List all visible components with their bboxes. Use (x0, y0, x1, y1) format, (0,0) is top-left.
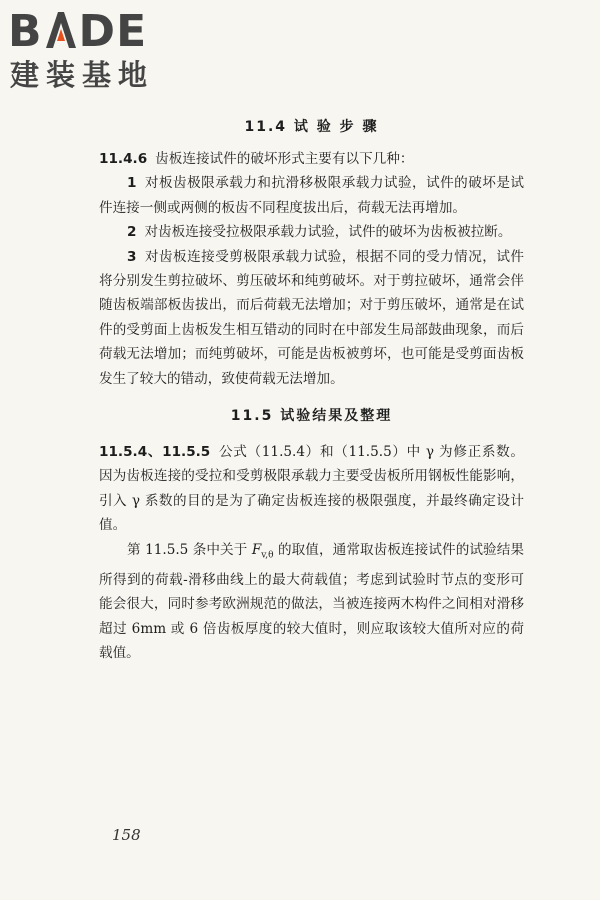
item-text: 对齿板连接受拉极限承载力试验，试件的破坏为齿板被拉断。 (144, 224, 512, 241)
logo-letters-de: DE (78, 6, 148, 57)
clause-intro: 齿板连接试件的破坏形式主要有以下几种： (155, 151, 414, 167)
clause-11-5-4-5 (99, 440, 524, 538)
paragraph-text-start: 第 11.5.5 条中关于 (127, 541, 252, 558)
clause-text: 公式（11.5.4）和（11.5.5）中 γ 为修正系数。因为齿板连接的受拉和受剪极限承载力主要受齿板所用钢板性能影响，引入 γ 系数的目的是为了确定齿板连接的极限强度，并最终确定设计值。 (99, 444, 524, 534)
bade-logo (8, 6, 178, 92)
logo-wordmark (8, 6, 178, 58)
force-subscript: v,θ (261, 550, 274, 561)
clause-11-4-6 (99, 147, 524, 171)
item-number: 2 (127, 224, 137, 241)
list-item (99, 220, 524, 244)
list-item (99, 171, 524, 220)
section-11-5-title: 11.5 试验结果及整理 (230, 408, 393, 425)
section-11-4-title: 11.4 试 验 步 骤 (244, 119, 379, 135)
item-number: 1 (127, 175, 137, 192)
paragraph-text-end: 的取值，通常取齿板连接试件的试验结果所得到的荷载-滑移曲线上的最大荷载值；考虑到试验时节点的变形可能会很大，同时参考欧洲规范的做法，当被连接两木构件之间相对滑移超过 6mm 或 6 倍齿板厚度的较大值时，则应取该较大值所对应的荷载值。 (99, 541, 524, 662)
paragraph (99, 538, 524, 666)
page-content (99, 113, 524, 665)
list-item (99, 245, 524, 391)
logo-a-shape (44, 11, 78, 49)
page-number: 158 (112, 826, 141, 844)
logo-subtitle: 建装基地 (10, 58, 155, 92)
clause-id: 11.4.6 (99, 151, 148, 167)
item-text: 对板齿极限承载力和抗滑移极限承载力试验，试件的破坏是试件连接一侧或两侧的板齿不同程度拔出后，荷载无法再增加。 (99, 175, 524, 216)
item-text: 对齿板连接受剪极限承载力试验，根据不同的受力情况，试件将分别发生剪拉破坏、剪压破坏和纯剪破坏。对于剪拉破坏，通常会伴随齿板端部板齿拔出，而后荷载无法增加；对于剪压破坏，通常是在试件的受剪面上齿板发生相互错动的同时在中部发生局部鼓曲现象，而后荷载无法增加；而纯剪破坏，可能是齿板被剪坏，也可能是受剪面齿板发生了较大的错动，致使荷载无法增加。 (99, 248, 524, 387)
logo-a-icon (44, 11, 78, 49)
logo-letter-b: B (8, 6, 43, 57)
clause-id: 11.5.4、11.5.5 (99, 444, 211, 461)
item-number: 3 (127, 248, 137, 265)
force-symbol: F (251, 541, 262, 558)
